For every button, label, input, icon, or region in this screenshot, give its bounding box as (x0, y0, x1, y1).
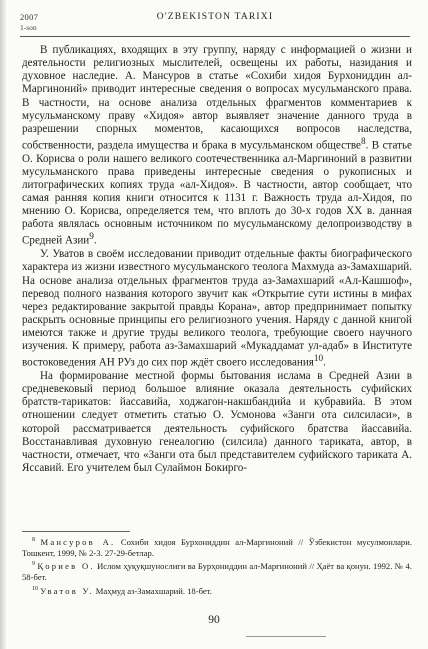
footnote-divider (22, 531, 130, 532)
paragraph-1-end: . (93, 235, 97, 248)
paragraph-2-text: У. Уватов в своём исследовании приводит отдельные факты биографического характера из жизни известного мусульманского теолога Махмуда аз-Замахшарий. На основе анализа отдельных фрагментов труда аз-Замахшарий «Ал-Кашшоф», перевод полного названия которого звучит как «Открытие сути истины в мифах через редактирование закрытой правды Корана», автор предпринимает попытку раскрыть основные принципы его религиозного учения. Наряду с данной книгой имеются также и другие труды великого теолога, требующие своего научного изучения. К примеру, работа аз-Замахшарий «Мукаддамат ул-адаб» в Институте востоковедения АН РУз до сих пор ждёт своего исследования (22, 248, 412, 369)
paragraph-2 (22, 248, 412, 370)
article-body (22, 44, 412, 524)
footnotes (22, 535, 412, 597)
paragraph-1-text-a: В публикациях, входящих в эту группу, наряду с информацией о жизни и деятельности религиозных мыслителей, освещены их работы, назидания и духовное наследие. А. Мансуров в статье «Сохиби хидоя Бурхониддин ал-Маргиноний» приводит интересные сведения о вопросах мусульманского права. В частности, на основе анализа отдельных фрагментов комментариев к мусульманскому праву «Хидоя» автор выявляет значение данного труда в разрешении спорных моментов, касающихся вопросов наследства, собственности, раздела имущества и брака в мусульманском обществе (22, 44, 412, 152)
paragraph-1 (22, 44, 412, 248)
footnote-8-number: 8 (32, 537, 35, 543)
header-issue: 1-son (20, 23, 37, 32)
footnote-9 (22, 559, 412, 583)
running-header (20, 12, 410, 38)
header-year: 2007 (20, 12, 39, 22)
footnote-ref-10: 10 (313, 354, 324, 365)
paragraph-2-end: . (323, 356, 326, 369)
paragraph-1-text-b: . В статье О. Корисва о роли нашего великого соотечественника ал-Маргиноний в развитии мусульманского права приведены интересные сведения о рукописных и литографических копиях труда «ал-Хидоя». В частности, автор сообщает, что самая ранняя копия книги относится к 1131 г. Важность труда ал-Хидоя, по мнению О. Корисва, определяется тем, что вплоть до 30-х годов XX в. данная работа являлась основным источником по мусульманскому делопроизводству в Средней Азии (22, 139, 412, 248)
page-number: 90 (208, 614, 220, 626)
footnote-8 (22, 535, 412, 559)
scan-edge-shadow (0, 0, 6, 649)
footnote-10 (22, 584, 412, 597)
footnote-8-text: Сохиби хидоя Бурхониддин ал-Маргиноний // Ўзбекистон мусулмонлари. Тошкент, 1999, № 2-3. 27-29-бетлар. (22, 536, 412, 559)
footnote-10-text: Маҳмуд аз-Замахшарий. 18-бет. (93, 585, 212, 596)
bottom-mark (246, 636, 326, 637)
footnote-ref-9: 9 (89, 232, 94, 243)
footnote-9-text: Ислом ҳуқуқшунослиги ва Бурҳониддин ал-Марғиноний // Ҳаёт ва қонун. 1992. № 4. 58-бет. (22, 561, 412, 583)
footnote-ref-8: 8 (360, 136, 366, 147)
header-divider (20, 36, 410, 37)
footnote-10-author: Уватов У. (40, 585, 94, 596)
header-journal-title: O'ZBEKISTON TARIXI (156, 12, 274, 22)
footnote-8-author: Мансуров А. (40, 536, 116, 547)
footnote-9-author: Қориев О. (37, 561, 95, 572)
footnote-10-number: 10 (32, 585, 38, 592)
footnote-9-number: 9 (32, 561, 35, 568)
paragraph-3: На формирование местной формы бытования ислама в Средней Азии в средневековый период большое влияние оказала деятельность суфийских братств-тарикатов: йассавийа, ходжагон-накшбандийа и кубравийа. В этом отношении следует отметить статью О. Усмонова «Занги ота силсиласи», в которой рассматривается деятельность суфийского братства йассавийа. Восстанавливая духовную генеалогию (силсила) данного тариката, автор, в частности, отмечает, что «Занги ота был представителем суфийского тариката А. Яссавий. Его учителем был Сулаймон Бокирго- (22, 370, 412, 474)
